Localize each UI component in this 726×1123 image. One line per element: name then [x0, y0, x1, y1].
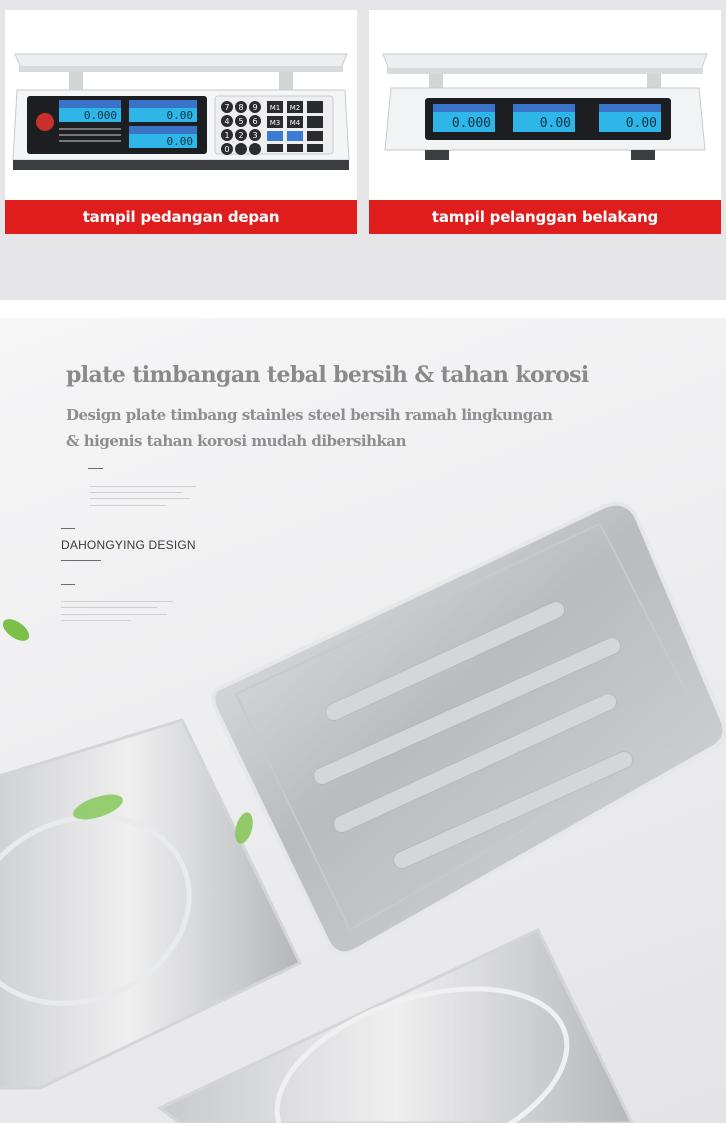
accent-dash [61, 528, 75, 529]
feature-description-line2: & higenis tahan korosi mudah dibersihkan [66, 432, 407, 450]
svg-text:M1: M1 [269, 104, 281, 112]
feature-heading: plate timbangan tebal bersih & tahan korosi [66, 362, 589, 388]
svg-text:8: 8 [238, 103, 244, 112]
front-weight-readout: 0.000 [83, 109, 117, 122]
accent-dash [88, 468, 103, 469]
svg-text:6: 6 [252, 117, 258, 126]
svg-text:M4: M4 [289, 119, 301, 127]
svg-text:3: 3 [252, 131, 258, 140]
svg-text:5: 5 [238, 117, 244, 126]
keypad-function-keys [267, 101, 323, 152]
leaf-icon [0, 615, 33, 645]
svg-text:0: 0 [224, 145, 230, 154]
brand-logo-icon [36, 113, 54, 131]
svg-text:M2: M2 [289, 104, 301, 112]
customer-view-panel [369, 10, 721, 234]
section-divider [0, 300, 726, 318]
front-price-readout: 0.00 [166, 109, 193, 122]
rear-price-readout: 0.00 [539, 116, 571, 131]
brand-label: DAHONGYING DESIGN [61, 538, 196, 552]
rear-total-readout: 0.00 [625, 116, 657, 131]
svg-text:1: 1 [224, 131, 230, 140]
feature-section [0, 318, 726, 1123]
svg-text:M3: M3 [269, 119, 281, 127]
merchant-view-panel [5, 10, 357, 234]
customer-view-caption: tampil pelanggan belakang [369, 200, 721, 234]
svg-text:9: 9 [252, 103, 258, 112]
svg-text:7: 7 [224, 103, 230, 112]
merchant-view-caption: tampil pedangan depan [5, 200, 357, 234]
accent-dash [61, 584, 75, 585]
svg-text:4: 4 [224, 117, 230, 126]
feature-description-line1: Design plate timbang stainles steel bersih ramah lingkungan [66, 406, 553, 424]
accent-dash [61, 560, 101, 561]
svg-text:2: 2 [238, 131, 244, 140]
front-total-readout: 0.00 [166, 135, 193, 148]
rear-weight-readout: 0.000 [451, 116, 491, 131]
